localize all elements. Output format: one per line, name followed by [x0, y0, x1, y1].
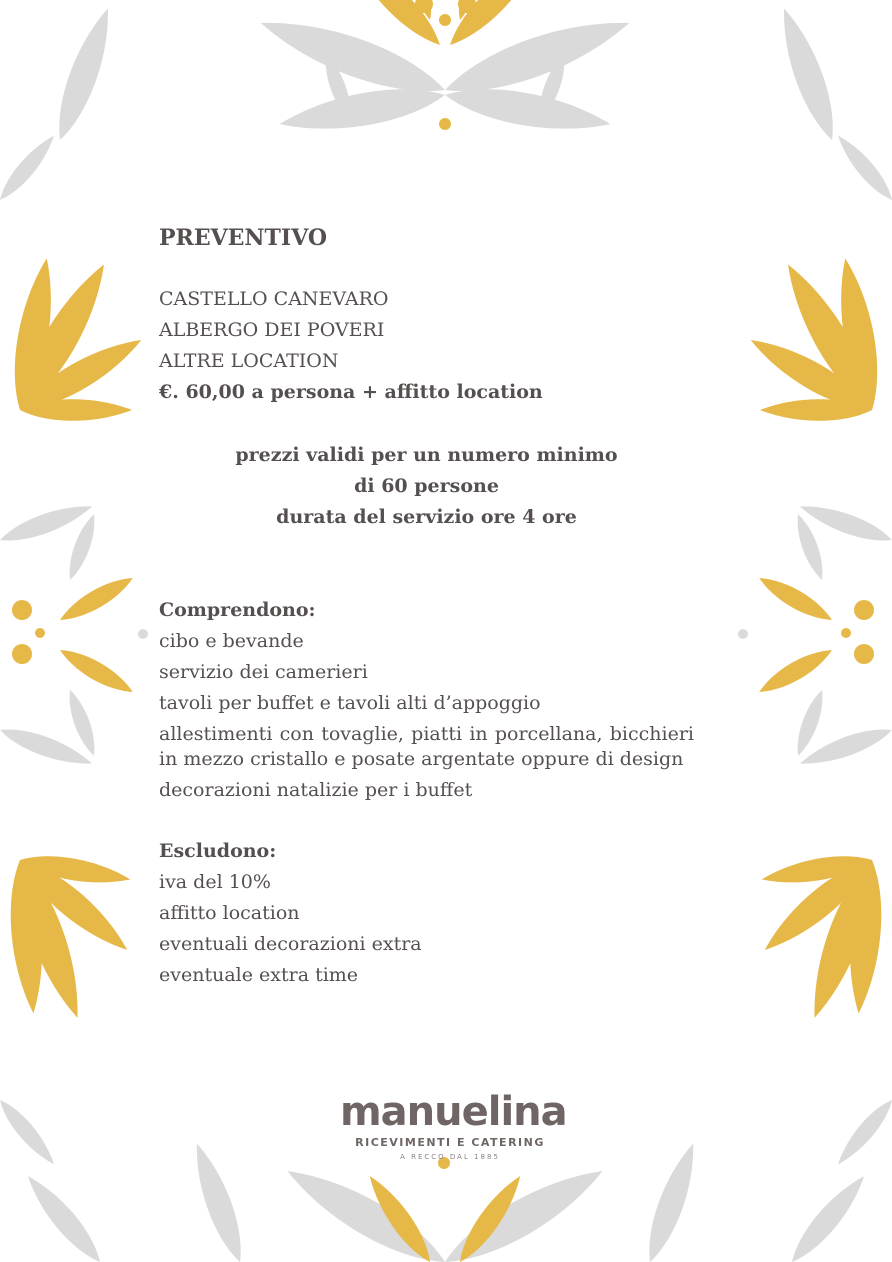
- location-item: ALTRE LOCATION: [159, 350, 339, 372]
- includes-item: tavoli per buffet e tavoli alti d’appoggio: [159, 692, 541, 714]
- top-ornament: [47, 0, 844, 145]
- excludes-item: eventuale extra time: [159, 964, 359, 986]
- location-item: CASTELLO CANEVARO: [159, 288, 389, 310]
- quote-content: [159, 222, 694, 991]
- conditions: [159, 440, 694, 533]
- price-line: €. 60,00 a persona + affitto location: [159, 381, 543, 403]
- logo-subtitle: RICEVIMENTI E CATERING: [355, 1136, 545, 1149]
- includes-section: [159, 595, 694, 806]
- excludes-item: eventuali decorazioni extra: [159, 933, 422, 955]
- includes-item: servizio dei camerieri: [159, 661, 368, 683]
- includes-item: allestimenti con tovaglie, piatti in porcellana, bicchieri in mezzo cristallo e posate argentate oppure di design: [159, 723, 694, 770]
- condition-line: di 60 persone: [354, 475, 499, 497]
- location-item: ALBERGO DEI POVERI: [159, 319, 385, 341]
- condition-line: prezzi validi per un numero minimo: [235, 444, 618, 466]
- excludes-item: affitto location: [159, 902, 300, 924]
- includes-item: decorazioni natalizie per i buffet: [159, 779, 473, 801]
- location-list: [159, 284, 694, 408]
- includes-heading: Comprendono:: [159, 599, 316, 621]
- right-ornament: [738, 130, 892, 1169]
- company-logo: [340, 1089, 567, 1161]
- condition-line: durata del servizio ore 4 ore: [276, 506, 577, 528]
- excludes-heading: Escludono:: [159, 840, 277, 862]
- excludes-item: iva del 10%: [159, 871, 271, 893]
- includes-item: cibo e bevande: [159, 630, 304, 652]
- logo-tagline: A RECCO DAL 1885: [400, 1153, 500, 1161]
- left-ornament: [0, 130, 148, 1169]
- excludes-section: [159, 836, 694, 991]
- logo-name: manuelina: [340, 1089, 567, 1135]
- page-title: PREVENTIVO: [159, 225, 328, 251]
